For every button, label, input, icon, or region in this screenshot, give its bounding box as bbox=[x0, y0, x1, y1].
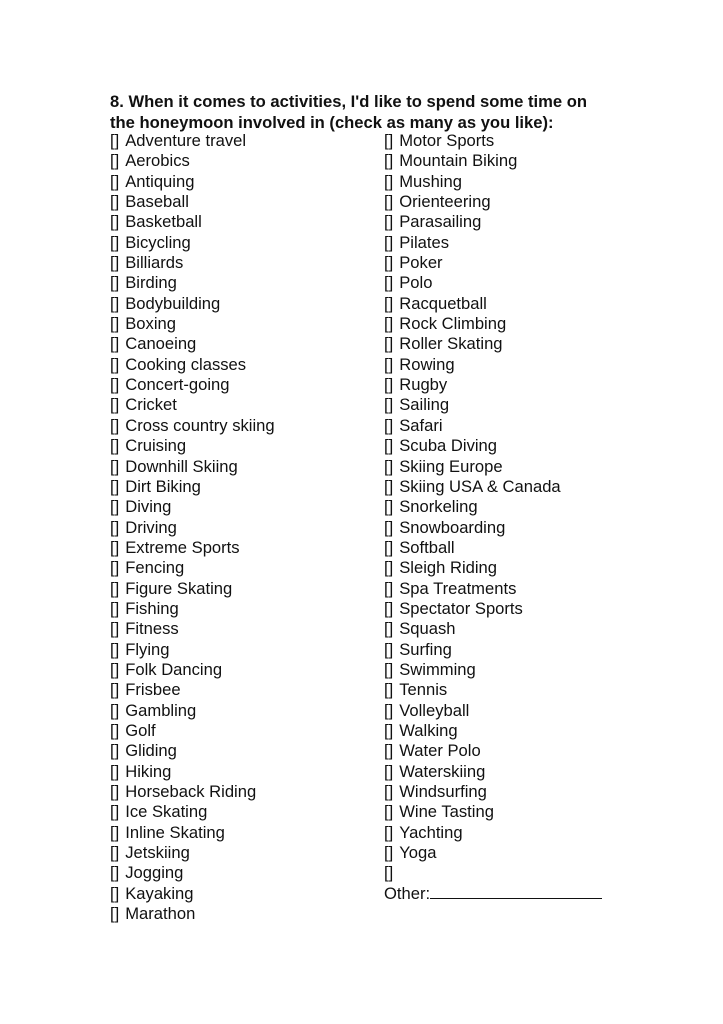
activity-option[interactable] bbox=[384, 497, 602, 517]
checkbox[interactable]: [] bbox=[110, 761, 120, 781]
activity-label: Roller Skating bbox=[399, 334, 503, 354]
activity-label: Sailing bbox=[399, 395, 450, 415]
activity-option[interactable] bbox=[110, 721, 275, 741]
checkbox[interactable]: [] bbox=[110, 212, 120, 232]
checkbox[interactable]: [] bbox=[110, 619, 120, 639]
activity-option[interactable] bbox=[110, 802, 275, 822]
activity-option[interactable] bbox=[384, 538, 602, 558]
activity-option[interactable] bbox=[384, 212, 602, 232]
checkbox[interactable]: [] bbox=[384, 782, 394, 801]
activity-label: Pilates bbox=[399, 232, 450, 252]
activity-label: Concert-going bbox=[125, 375, 230, 395]
checkbox[interactable]: [] bbox=[384, 537, 394, 557]
activity-option[interactable] bbox=[384, 192, 602, 212]
checkbox[interactable]: [] bbox=[110, 151, 120, 171]
activity-option[interactable] bbox=[110, 640, 275, 660]
activity-label: Motor Sports bbox=[399, 131, 495, 150]
activity-option[interactable] bbox=[384, 416, 602, 436]
checkbox[interactable]: [] bbox=[384, 476, 394, 496]
checkbox[interactable]: [] bbox=[110, 741, 120, 761]
activity-label: Antiquing bbox=[125, 171, 195, 191]
checkbox[interactable]: [] bbox=[110, 782, 120, 801]
activity-label: Orienteering bbox=[399, 192, 491, 212]
activity-label: Gliding bbox=[125, 741, 177, 761]
activity-label: Cooking classes bbox=[125, 354, 247, 374]
activity-label: Water Polo bbox=[399, 741, 481, 761]
activity-label: Skiing Europe bbox=[399, 456, 503, 476]
checkbox[interactable]: [] bbox=[110, 802, 120, 822]
activity-label: Mountain Biking bbox=[399, 151, 518, 171]
activity-label: Rock Climbing bbox=[399, 314, 507, 334]
activity-option[interactable] bbox=[110, 741, 275, 761]
checkbox[interactable]: [] bbox=[384, 212, 394, 232]
activity-label: Cross country skiing bbox=[125, 415, 275, 435]
checkbox[interactable]: [] bbox=[384, 436, 394, 456]
activity-label: Folk Dancing bbox=[125, 659, 223, 679]
checkbox[interactable]: [] bbox=[384, 334, 394, 354]
activity-label: Windsurfing bbox=[399, 782, 487, 801]
activity-option[interactable] bbox=[384, 477, 602, 497]
checkbox[interactable]: [] bbox=[110, 293, 120, 313]
activity-option[interactable] bbox=[384, 680, 602, 700]
question-line-1: 8. When it comes to activities, I'd like to spend some time on bbox=[110, 92, 587, 111]
checkbox[interactable]: [] bbox=[384, 456, 394, 476]
activity-label: Horseback Riding bbox=[125, 782, 257, 801]
activity-label: Bicycling bbox=[125, 232, 191, 252]
checkbox[interactable]: [] bbox=[384, 843, 394, 863]
activity-label: Basketball bbox=[125, 212, 202, 232]
checkbox[interactable]: [] bbox=[110, 822, 120, 842]
activity-option[interactable] bbox=[384, 294, 602, 314]
activity-option[interactable] bbox=[110, 660, 275, 680]
checkbox[interactable]: [] bbox=[110, 700, 120, 720]
activity-label: Rowing bbox=[399, 354, 455, 374]
activity-label: Tennis bbox=[399, 680, 448, 700]
activity-label: Snowboarding bbox=[399, 517, 506, 537]
activity-label: Gambling bbox=[125, 700, 197, 720]
activity-label: Surfing bbox=[399, 639, 452, 659]
checkbox[interactable]: [] bbox=[384, 639, 394, 659]
activity-option[interactable] bbox=[110, 884, 275, 904]
activity-option[interactable] bbox=[110, 518, 275, 538]
activity-label: Racquetball bbox=[399, 293, 487, 313]
activity-option[interactable] bbox=[110, 355, 275, 375]
question-line-2: the honeymoon involved in (check as many as you like): bbox=[110, 112, 554, 132]
checkbox[interactable]: [] bbox=[384, 314, 394, 334]
activity-option[interactable] bbox=[384, 131, 602, 151]
activity-label: Frisbee bbox=[125, 680, 181, 700]
activity-label: Extreme Sports bbox=[125, 537, 240, 557]
activity-label: Kayaking bbox=[125, 883, 194, 903]
activity-label: Snorkeling bbox=[399, 497, 478, 517]
activity-option[interactable] bbox=[110, 151, 275, 171]
activity-option[interactable] bbox=[110, 782, 275, 802]
activity-option[interactable] bbox=[384, 457, 602, 477]
checkbox[interactable]: [] bbox=[110, 537, 120, 557]
activity-option[interactable] bbox=[110, 762, 275, 782]
activity-label: Jogging bbox=[125, 863, 184, 883]
activity-label: Golf bbox=[125, 720, 156, 740]
activity-option[interactable] bbox=[384, 355, 602, 375]
activity-label: Bodybuilding bbox=[125, 293, 221, 313]
checkbox[interactable]: [] bbox=[384, 517, 394, 537]
activity-label: Jetskiing bbox=[125, 843, 190, 863]
checkbox[interactable]: [] bbox=[110, 415, 120, 435]
activity-label: Wine Tasting bbox=[399, 802, 494, 822]
activity-label: Spectator Sports bbox=[399, 598, 523, 618]
activity-label: Diving bbox=[125, 497, 172, 517]
activity-label: Ice Skating bbox=[125, 802, 208, 822]
checkbox[interactable]: [] bbox=[384, 863, 394, 883]
activity-option[interactable] bbox=[384, 558, 602, 578]
checkbox[interactable]: [] bbox=[384, 131, 394, 150]
activity-label: Polo bbox=[399, 273, 433, 293]
activity-option[interactable] bbox=[110, 497, 275, 517]
checkbox[interactable]: [] bbox=[110, 334, 120, 354]
checkbox[interactable]: [] bbox=[110, 497, 120, 517]
activity-label: Fitness bbox=[125, 619, 179, 639]
activity-option[interactable] bbox=[110, 477, 275, 497]
checkbox[interactable]: [] bbox=[110, 680, 120, 700]
checkbox[interactable]: [] bbox=[110, 598, 120, 618]
activity-option[interactable] bbox=[384, 823, 602, 843]
activity-label: Baseball bbox=[125, 192, 189, 212]
activity-label: Yachting bbox=[399, 822, 463, 842]
activity-option[interactable] bbox=[110, 253, 275, 273]
activity-option[interactable] bbox=[384, 395, 602, 415]
activity-option[interactable] bbox=[384, 334, 602, 354]
activity-option[interactable] bbox=[110, 904, 275, 924]
activity-label: Volleyball bbox=[399, 700, 470, 720]
activity-label: Cricket bbox=[125, 395, 177, 415]
activity-label: Squash bbox=[399, 619, 456, 639]
activity-option[interactable] bbox=[384, 253, 602, 273]
activity-option[interactable] bbox=[384, 782, 602, 802]
checkbox[interactable]: [] bbox=[110, 904, 120, 924]
activity-option[interactable] bbox=[384, 172, 602, 192]
checkbox[interactable]: [] bbox=[110, 639, 120, 659]
activity-label: Flying bbox=[125, 639, 170, 659]
activity-list-right bbox=[384, 131, 602, 904]
other-label: Other: bbox=[384, 883, 431, 903]
activity-label: Hiking bbox=[125, 761, 172, 781]
checkbox[interactable]: [] bbox=[384, 395, 394, 415]
activity-option[interactable] bbox=[384, 802, 602, 822]
checkbox[interactable]: [] bbox=[384, 171, 394, 191]
activity-option[interactable] bbox=[110, 843, 275, 863]
activity-option[interactable] bbox=[110, 599, 275, 619]
activity-option[interactable] bbox=[110, 273, 275, 293]
activity-option[interactable] bbox=[384, 314, 602, 334]
activity-option[interactable] bbox=[110, 680, 275, 700]
activity-label: Sleigh Riding bbox=[399, 558, 498, 578]
checkbox[interactable]: [] bbox=[384, 659, 394, 679]
activity-label: Billiards bbox=[125, 253, 184, 273]
activity-option[interactable] bbox=[110, 558, 275, 578]
checkbox[interactable]: [] bbox=[110, 843, 120, 863]
checkbox[interactable]: [] bbox=[384, 415, 394, 435]
checkbox[interactable]: [] bbox=[110, 720, 120, 740]
checkbox[interactable]: [] bbox=[384, 741, 394, 761]
checkbox[interactable]: [] bbox=[110, 863, 120, 883]
activity-label: Softball bbox=[399, 537, 455, 557]
activity-label: Inline Skating bbox=[125, 822, 225, 842]
activity-option[interactable] bbox=[110, 192, 275, 212]
activity-option[interactable] bbox=[110, 334, 275, 354]
question-heading bbox=[110, 92, 670, 133]
checkbox[interactable]: [] bbox=[384, 151, 394, 171]
activity-label: Downhill Skiing bbox=[125, 456, 238, 476]
activity-option[interactable] bbox=[384, 741, 602, 761]
checkbox[interactable]: [] bbox=[110, 476, 120, 496]
activity-option[interactable] bbox=[384, 599, 602, 619]
activity-label: Skiing USA & Canada bbox=[399, 476, 561, 496]
checkbox[interactable]: [] bbox=[384, 354, 394, 374]
checkbox[interactable]: [] bbox=[110, 578, 120, 598]
activity-option[interactable] bbox=[384, 233, 602, 253]
checkbox[interactable]: [] bbox=[110, 354, 120, 374]
activity-label: Dirt Biking bbox=[125, 476, 201, 496]
activity-option[interactable] bbox=[384, 518, 602, 538]
activity-option[interactable] bbox=[384, 640, 602, 660]
activity-label: Safari bbox=[399, 415, 443, 435]
activity-option[interactable] bbox=[384, 579, 602, 599]
activity-label: Cruising bbox=[125, 436, 187, 456]
activity-label: Adventure travel bbox=[125, 131, 247, 150]
activity-option[interactable] bbox=[384, 863, 602, 883]
checkbox[interactable]: [] bbox=[110, 517, 120, 537]
checkbox[interactable]: [] bbox=[110, 232, 120, 252]
checkbox[interactable]: [] bbox=[384, 293, 394, 313]
activity-label: Parasailing bbox=[399, 212, 482, 232]
activity-label: Scuba Diving bbox=[399, 436, 498, 456]
activity-option[interactable] bbox=[110, 823, 275, 843]
checkbox[interactable]: [] bbox=[110, 456, 120, 476]
checkbox[interactable]: [] bbox=[384, 761, 394, 781]
activity-label: Walking bbox=[399, 720, 458, 740]
activity-option[interactable] bbox=[384, 273, 602, 293]
checkbox[interactable]: [] bbox=[384, 273, 394, 293]
activity-option[interactable] bbox=[110, 701, 275, 721]
checkbox[interactable]: [] bbox=[384, 253, 394, 273]
activity-label: Boxing bbox=[125, 314, 176, 334]
checkbox[interactable]: [] bbox=[384, 598, 394, 618]
activity-option[interactable] bbox=[384, 843, 602, 863]
checkbox[interactable]: [] bbox=[110, 659, 120, 679]
activity-option[interactable] bbox=[384, 436, 602, 456]
checkbox[interactable]: [] bbox=[110, 395, 120, 415]
checkbox[interactable]: [] bbox=[110, 171, 120, 191]
checkbox[interactable]: [] bbox=[384, 619, 394, 639]
activity-option[interactable] bbox=[110, 395, 275, 415]
activity-label: Yoga bbox=[399, 843, 437, 863]
checkbox[interactable]: [] bbox=[384, 192, 394, 212]
activity-option[interactable] bbox=[110, 314, 275, 334]
checkbox[interactable]: [] bbox=[384, 578, 394, 598]
activity-option[interactable] bbox=[384, 762, 602, 782]
checkbox[interactable]: [] bbox=[110, 558, 120, 578]
checkbox[interactable]: [] bbox=[384, 700, 394, 720]
activity-option[interactable] bbox=[110, 416, 275, 436]
activity-option[interactable] bbox=[110, 233, 275, 253]
checkbox[interactable]: [] bbox=[384, 680, 394, 700]
activity-option[interactable] bbox=[384, 701, 602, 721]
checkbox[interactable]: [] bbox=[384, 232, 394, 252]
activity-label: Birding bbox=[125, 273, 177, 293]
activity-label: Swimming bbox=[399, 659, 476, 679]
checkbox[interactable]: [] bbox=[384, 802, 394, 822]
activity-label: Spa Treatments bbox=[399, 578, 517, 598]
activity-option[interactable] bbox=[110, 538, 275, 558]
activity-label: Canoeing bbox=[125, 334, 197, 354]
activity-label: Mushing bbox=[399, 171, 462, 191]
activity-option[interactable] bbox=[110, 131, 275, 151]
checkbox[interactable]: [] bbox=[110, 375, 120, 395]
activity-option[interactable] bbox=[110, 436, 275, 456]
checkbox[interactable]: [] bbox=[110, 436, 120, 456]
activity-label: Rugby bbox=[399, 375, 448, 395]
activity-option[interactable] bbox=[384, 660, 602, 680]
activity-label: Fencing bbox=[125, 558, 185, 578]
checkbox[interactable]: [] bbox=[384, 720, 394, 740]
checkbox[interactable]: [] bbox=[110, 314, 120, 334]
activity-option[interactable] bbox=[110, 863, 275, 883]
checkbox[interactable]: [] bbox=[384, 558, 394, 578]
checkbox[interactable]: [] bbox=[110, 273, 120, 293]
activity-option[interactable] bbox=[384, 375, 602, 395]
checkbox[interactable]: [] bbox=[384, 375, 394, 395]
checkbox[interactable]: [] bbox=[110, 192, 120, 212]
activity-option[interactable] bbox=[384, 619, 602, 639]
checkbox[interactable]: [] bbox=[384, 497, 394, 517]
activity-option[interactable] bbox=[384, 151, 602, 171]
activity-option[interactable] bbox=[384, 721, 602, 741]
activity-option[interactable] bbox=[110, 579, 275, 599]
activity-label: Fishing bbox=[125, 598, 179, 618]
other-option[interactable] bbox=[384, 884, 602, 904]
activity-option[interactable] bbox=[110, 375, 275, 395]
checkbox[interactable]: [] bbox=[110, 253, 120, 273]
checkbox[interactable]: [] bbox=[384, 822, 394, 842]
activity-list-left bbox=[110, 131, 275, 924]
checkbox[interactable]: [] bbox=[110, 131, 120, 150]
activity-label: Aerobics bbox=[125, 151, 190, 171]
activity-label: Marathon bbox=[125, 904, 196, 924]
activity-label: Poker bbox=[399, 253, 443, 273]
activity-option[interactable] bbox=[110, 172, 275, 192]
activity-option[interactable] bbox=[110, 294, 275, 314]
activity-option[interactable] bbox=[110, 212, 275, 232]
activity-option[interactable] bbox=[110, 619, 275, 639]
activity-label: Figure Skating bbox=[125, 578, 233, 598]
activity-label: Driving bbox=[125, 517, 177, 537]
other-write-in-line[interactable] bbox=[430, 884, 602, 899]
checkbox[interactable]: [] bbox=[110, 883, 120, 903]
activity-option[interactable] bbox=[110, 457, 275, 477]
activity-label: Waterskiing bbox=[399, 761, 486, 781]
